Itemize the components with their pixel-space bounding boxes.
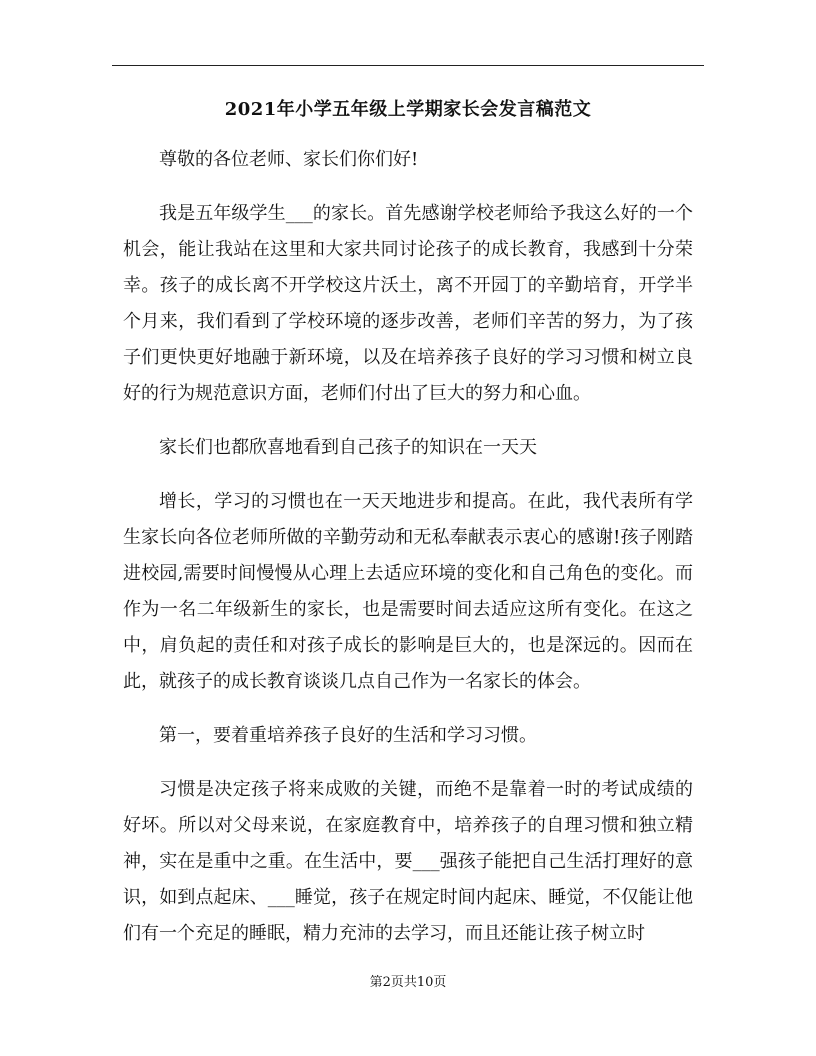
paragraph-habits: 习惯是决定孩子将来成败的关键，而绝不是靠着一时的考试成绩的好坏。所以对父母来说，在家庭教育中，培养孩子的自理习惯和独立精神，实在是重中之重。在生活中，要___强孩子能把自己生活打理好的意识，如到点起床、___睡觉，孩子在规定时间内起床、睡觉，不仅能让他们有一个充足的睡眠，精力充沛的去学习，而且还能让孩子树立时 bbox=[123, 779, 693, 944]
paragraph-parents-pleased: 家长们也都欣喜地看到自己孩子的知识在一天天 bbox=[159, 437, 537, 458]
document-title: 2021年小学五年级上学期家长会发言稿范文 bbox=[224, 99, 592, 120]
page-number: 第2页共10页 bbox=[369, 975, 447, 990]
paragraph-introduction: 我是五年级学生___的家长。首先感谢学校老师给予我这么好的一个机会，能让我站在这里和大家共同讨论孩子的成长教育，我感到十分荣幸。孩子的成长离不开学校这片沃土，离不开园丁的辛勤培育，开学半个月来，我们看到了学校环境的逐步改善，老师们辛苦的努力，为了孩子们更快更好地融于新环境，以及在培养孩子良好的学习习惯和树立良好的行为规范意识方面，老师们付出了巨大的努力和心血。 bbox=[123, 203, 693, 404]
document-body bbox=[123, 142, 693, 970]
paragraph-greeting: 尊敬的各位老师、家长们你们好! bbox=[159, 149, 419, 170]
paragraph-thanks: 增长，学习的习惯也在一天天地进步和提高。在此，我代表所有学生家长向各位老师所做的辛勤劳动和无私奉献表示衷心的感谢!孩子刚踏进校园,需要时间慢慢从心理上去适应环境的变化和自己角色的变化。而作为一名二年级新生的家长，也是需要时间去适应这所有变化。在这之中，肩负起的责任和对孩子成长的影响是巨大的，也是深远的。因而在此，就孩子的成长教育谈谈几点自己作为一名家长的体会。 bbox=[123, 491, 693, 692]
paragraph-point-one: 第一，要着重培养孩子良好的生活和学习习惯。 bbox=[159, 725, 537, 746]
header-rule bbox=[112, 65, 704, 66]
